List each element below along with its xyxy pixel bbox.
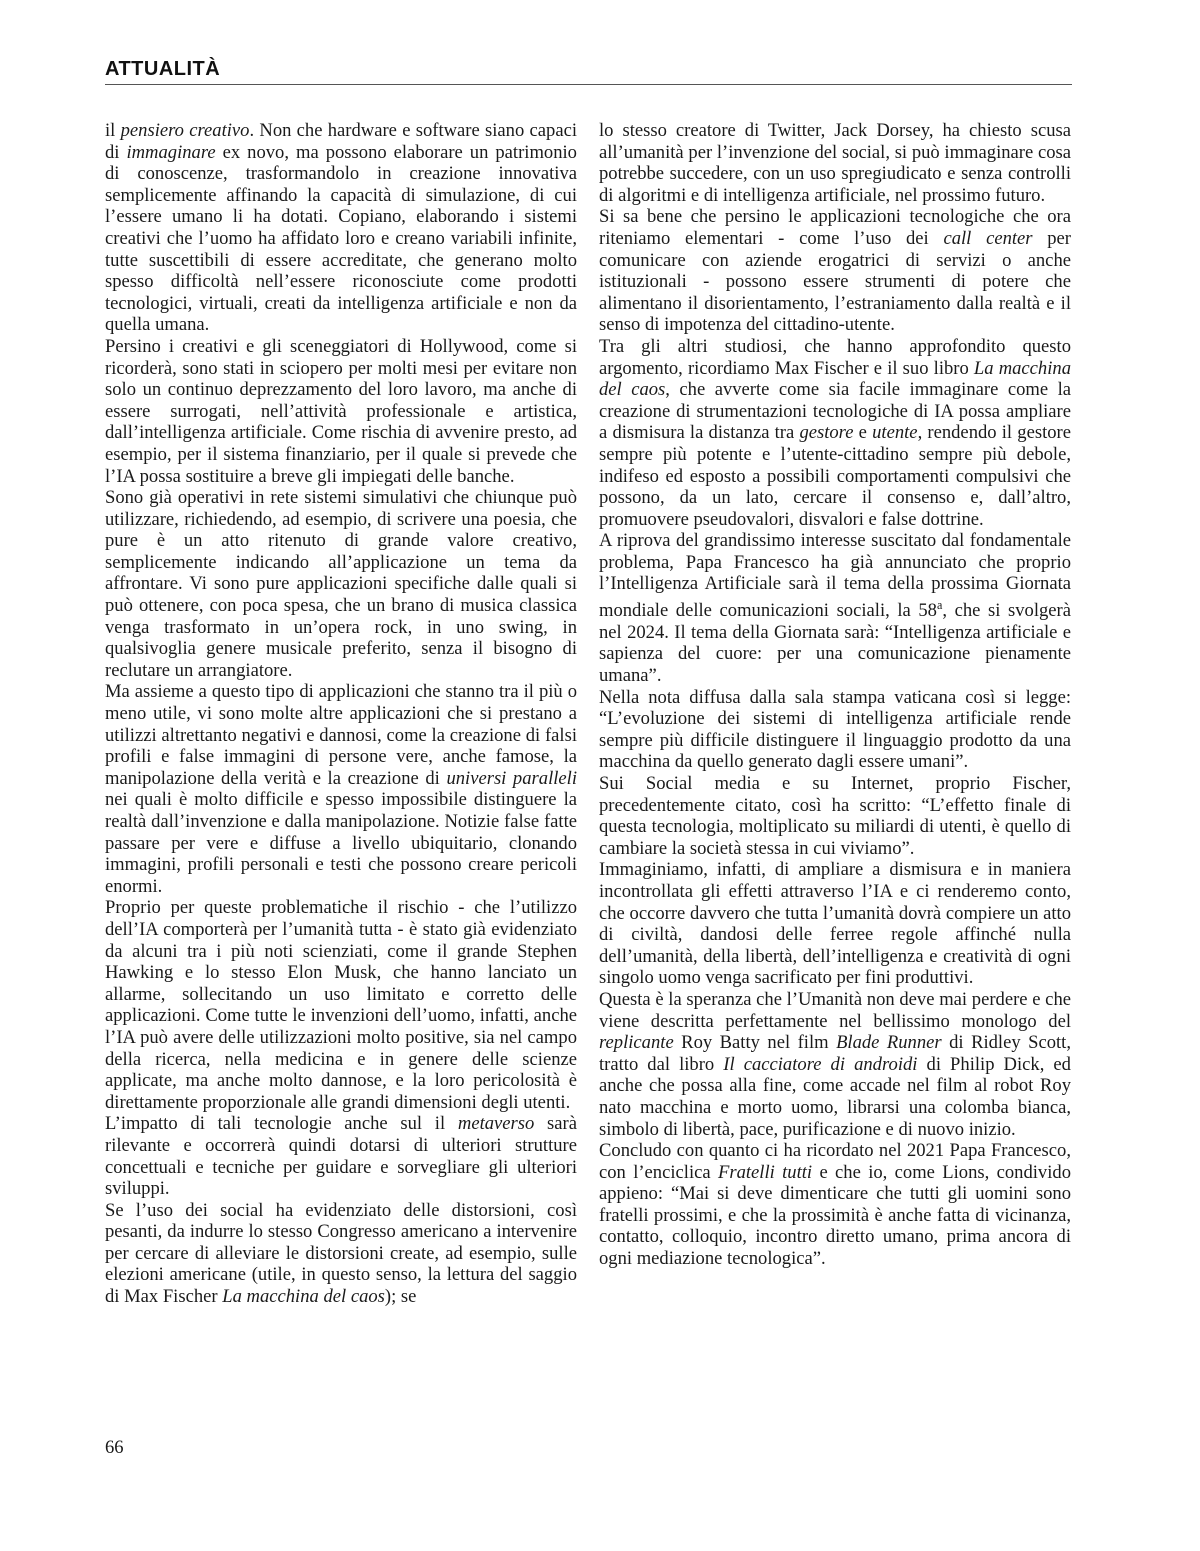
- text-run: il: [105, 120, 121, 141]
- italic-term: universi paralleli: [446, 767, 577, 789]
- text-run: lo stesso creatore di Twitter, Jack Dorsey, ha chiesto scusa all’umanità per l’invenzione del social, si può immaginare cosa potrebbe succedere, con un uso spregiudicato e senza controlli di algoritmi e di intelligenza artificiale, nel prossimo futuro.: [599, 120, 1071, 206]
- italic-term: Il cacciatore di androidi: [723, 1053, 918, 1075]
- text-run: di Ridley Scott, tratto dal libro: [599, 1032, 1071, 1075]
- page-number: 66: [105, 1437, 124, 1458]
- italic-term: Fratelli tutti: [717, 1161, 813, 1183]
- article-paragraph: [599, 120, 1071, 206]
- text-run: Immaginiamo, infatti, di ampliare a dismisura e in maniera incontrollata gli effetti attraverso l’IA e ci renderemo conto, che occorre davvero che tutta l’umanità dovrà compiere un atto di civiltà, dandosi delle ferree regole affinché nulla dell’umanità, della libertà, dell’intelligenza e creatività di ogni singolo uomo venga sacrificato per fini produttivi.: [599, 859, 1071, 989]
- ordinal-superscript: a: [936, 598, 943, 613]
- italic-term: Blade Runner: [836, 1032, 942, 1054]
- article-paragraph: [105, 487, 577, 681]
- italic-term: La macchina del caos: [222, 1286, 385, 1308]
- article-column-right: [599, 120, 1071, 1270]
- text-run: e: [853, 422, 873, 444]
- text-run: Persino i creativi e gli sceneggiatori di Hollywood, come si ricorderà, sono stati in sciopero per molti mesi per evitare non solo un continuo deprezzamento del loro lavoro, ma anche di essere surrogati, nell’attività professionale e artistica, dall’intelligenza artificiale. Come rischia di avvenire presto, ad esempio, per il sistema finanziario, per il quale si prevede che l’IA possa sostituire a breve gli impiegati delle banche.: [105, 335, 577, 487]
- text-run: Proprio per queste problematiche il rischio - che l’utilizzo dell’IA comporterà per l’umanità tutta - è stato già evidenziato da alcuni tra i più noti scienziati, come il grande Stephen Hawking e lo stesso Elon Musk, che hanno lanciato un allarme, sollecitando un uso limitato e corretto delle applicazioni. Come tutte le invenzioni dell’uomo, infatti, anche l’IA può avere delle utilizzazioni molto positive, sia nel campo della ricerca, nella medicina e in genere delle scienze applicate, ma anche molto dannose, e la loro pericolosità è direttamente proporzionale alle grandi dimensioni degli utenti.: [105, 897, 577, 1113]
- article-paragraph: [105, 120, 577, 336]
- italic-term: immaginare: [126, 141, 216, 163]
- article-paragraph: [599, 859, 1071, 989]
- text-run: Sui Social media e su Internet, proprio Fischer, precedentemente citato, così ha scritto: “L’effetto finale di questa tecnologia, moltiplicato su miliardi di utenti, è quello di cambiare la società stessa in cui viviamo”.: [599, 773, 1071, 859]
- italic-term: gestore: [799, 422, 854, 444]
- article-paragraph: [599, 687, 1071, 773]
- italic-term: metaverso: [457, 1113, 535, 1135]
- text-run: Ma assieme a questo tipo di applicazioni che stanno tra il più o meno utile, vi sono molte altre applicazioni che si prestano a utilizzi altrettanto negativi e dannosi, come la creazione di falsi profili e false immagini di persone vere, anche famose, la manipolazione della verità e la creazione di: [105, 681, 577, 789]
- text-run: nei quali è molto difficile e spesso impossibile distinguere la realtà dall’invenzione e dalla manipolazione. Notizie false fatte passare per vere e diffuse a livello ubiquitario, clonando immagini, profili personali e testi che possono creare pericoli enormi.: [105, 789, 577, 897]
- section-header: [105, 56, 1072, 85]
- text-run: L’impatto di tali tecnologie anche sul il: [105, 1113, 458, 1135]
- article-paragraph: [599, 989, 1071, 1140]
- text-run: Roy Batty nel film: [673, 1032, 837, 1054]
- article-paragraph: [105, 897, 577, 1113]
- text-run: Questa è la speranza che l’Umanità non deve mai perdere e che viene descritta perfettamente nel bellissimo monologo del: [599, 988, 1071, 1032]
- italic-term: pensiero creativo: [120, 120, 250, 141]
- text-run: Tra gli altri studiosi, che hanno approfondito questo argomento, ricordiamo Max Fischer e il suo libro: [599, 335, 1071, 379]
- italic-term: call center: [943, 227, 1033, 249]
- text-run: ex novo, ma possono elaborare un patrimonio di conoscenze, trasformandolo in creazione innovativa semplicemente affinando la capacità di simulazione, di cui l’essere umano li ha dotati. Copiano, elaborando i sistemi creativi che l’uomo ha affidato loro e creano variabili infinite, tutte suscettibili di essere accreditate, che generano molto spesso difficoltà nell’essere riconosciute come prodotti tecnologici, virtuali, creati da intelligenza artificiale e non da quella umana.: [105, 141, 577, 336]
- text-run: A riprova del grandissimo interesse suscitato dal fondamentale problema, Papa Francesco ha già annunciato che proprio l’Intelligenza Artificiale sarà il tema della prossima Giornata mondiale delle comunicazioni sociali, la 58: [599, 530, 1071, 622]
- text-run: . Non che hardware e software siano capaci di: [105, 120, 577, 163]
- text-run: Se l’uso dei social ha evidenziato delle distorsioni, così pesanti, da indurre lo stesso Congresso americano a intervenire per cercare di alleviare le distorsioni create, ad esempio, sulle elezioni americane (utile, in questo senso, la lettura del saggio di Max Fischer: [105, 1199, 577, 1308]
- italic-term: replicante: [599, 1032, 674, 1054]
- text-run: Si sa bene che persino le applicazioni tecnologiche che ora riteniamo elementari - come l’uso dei: [599, 206, 1071, 249]
- italic-term: La macchina del caos: [599, 357, 1071, 401]
- italic-term: utente: [872, 422, 918, 444]
- article-column-left: [105, 120, 577, 1308]
- article-paragraph: [105, 1113, 577, 1199]
- article-paragraph: [599, 336, 1071, 530]
- text-run: e che io, come Lions, condivido appieno: “Mai si deve dimenticare che tutti gli uomini sono fratelli prossimi, e che la prossimità è anche fatta di vicinanza, contatto, colloquio, incontro diretto umano, prima ancora di ogni mediazione tecnologica”.: [599, 1161, 1071, 1270]
- article-paragraph: [105, 1200, 577, 1308]
- text-run: sarà rilevante e occorrerà quindi dotarsi di ulteriori strutture concettuali e tecniche per guidare e sorvegliare gli ulteriori sviluppi.: [105, 1113, 577, 1200]
- article-paragraph: [599, 206, 1071, 336]
- text-run: , rendendo il gestore sempre più potente e l’utente-cittadino sempre più debole, indifeso ed esposto a possibili comportamenti compulsivi che possono, da un lato, cercare il consenso e, dall’altro, promuovere pseudovalori, disvalori e false dottrine.: [599, 422, 1071, 530]
- article-paragraph: [105, 681, 577, 897]
- article-paragraph: [599, 773, 1071, 859]
- text-run: ); se: [384, 1286, 417, 1308]
- text-run: , che si svolgerà nel 2024. Il tema della Giornata sarà: “Intelligenza artificiale e sapienza del cuore: per una comunicazione pienamente umana”.: [599, 600, 1071, 687]
- article-paragraph: [599, 530, 1071, 686]
- text-run: , che avverte come sia facile immaginare come la creazione di strumentazioni tecnologiche di IA possa ampliare a dismisura la distanza tra: [599, 379, 1071, 444]
- article-paragraph: [105, 336, 577, 487]
- text-run: di Philip Dick, ed anche che possa alla fine, come accade nel film al robot Roy nato macchina e morto uomo, librarsi una colomba bianca, simbolo di libertà, pace, purificazione e di nuovo inizio.: [599, 1053, 1071, 1140]
- text-run: Nella nota diffusa dalla sala stampa vaticana così si legge: “L’evoluzione dei sistemi di intelligenza artificiale rende sempre più difficile distinguere il linguaggio prodotto da una macchina da quello generato dagli essere umani”.: [599, 686, 1071, 773]
- section-title: ATTUALITÀ: [105, 58, 221, 80]
- text-run: Sono già operativi in rete sistemi simulativi che chiunque può utilizzare, richiedendo, ad esempio, di scrivere una poesia, che pure è un atto ritenuto di grande valore creativo, semplicemente indicando all’applicazione un tema da affrontare. Vi sono pure applicazioni specifiche dalle quali si può ottenere, con poca spesa, che un brano di musica classica venga trasformato in un’opera rock, in uno swing, in qualsivoglia genere musicale preferito, senza il bisogno di reclutare un arrangiatore.: [105, 487, 577, 681]
- text-run: Concludo con quanto ci ha ricordato nel 2021 Papa Francesco, con l’enciclica: [599, 1140, 1071, 1183]
- text-run: per comunicare con aziende erogatrici di servizi o anche istituzionali - possono essere strumenti di potere che alimentano il disorientamento, l’estraniamento dalla realtà e il senso di impotenza del cittadino-utente.: [599, 227, 1072, 336]
- article-paragraph: [599, 1140, 1071, 1270]
